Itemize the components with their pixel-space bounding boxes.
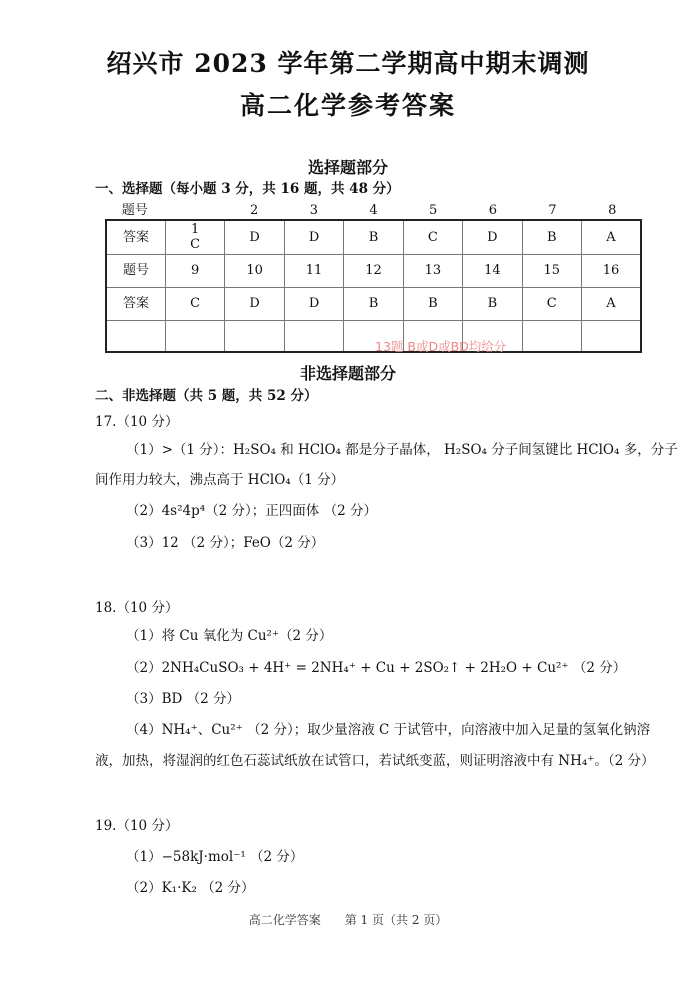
q-num: 10	[225, 254, 284, 287]
answer-cell: C	[165, 287, 224, 320]
section-choice-heading: 选择题部分	[307, 158, 388, 177]
answer-cell: D	[284, 287, 343, 320]
q-num: 5	[429, 203, 438, 218]
grading-note: 13题 B或D或BD均给分	[375, 339, 507, 354]
q-num: 8	[608, 203, 617, 218]
page-footer: 高二化学答案 第 1 页（共 2 页）	[248, 913, 448, 927]
answer-cell: B	[344, 287, 403, 320]
page-title: 绍兴市 2023 学年第二学期高中期末调测	[106, 49, 590, 78]
answer-cell: A	[582, 220, 642, 254]
q-label: 题号	[106, 254, 165, 287]
q-num: 6	[488, 203, 497, 218]
q19-answer-2: （2）K₁·K₂ （2 分）	[126, 880, 255, 896]
table-header-row	[105, 203, 642, 218]
page-subtitle: 高二化学参考答案	[239, 91, 456, 120]
table-row	[106, 320, 641, 352]
q17-answer-1-cont: 间作用力较大，沸点高于 HClO₄（1 分）	[95, 472, 345, 488]
a-label: 答案	[106, 287, 165, 320]
answer-cell: D	[463, 220, 522, 254]
answer-cell: B	[522, 220, 581, 254]
answer-cell: B	[344, 220, 403, 254]
q18-answer-1: （1）将 Cu 氧化为 Cu²⁺（2 分）	[126, 628, 333, 644]
a-label: 答案	[106, 220, 165, 254]
answer-cell: D	[225, 287, 284, 320]
answer-cell	[165, 220, 224, 254]
q17-answer-1: （1）>（1 分）：H₂SO₄ 和 HClO₄ 都是分子晶体， H₂SO₄ 分子间氢键比 HClO₄ 多，分子	[126, 442, 678, 458]
part1-heading: 一、选择题（每小题 3 分，共 16 题，共 48 分）	[95, 181, 400, 197]
q18-answer-2: （2）2NH₄CuSO₃ + 4H⁺ = 2NH₄⁺ + Cu + 2SO₂↑ + 2H₂O + Cu²⁺ （2 分）	[126, 660, 627, 676]
table-row	[106, 220, 641, 254]
q-num: 7	[548, 203, 557, 218]
table-row	[106, 287, 641, 320]
answer-cell: B	[463, 287, 522, 320]
q18-answer-4: （4）NH₄⁺、Cu²⁺ （2 分）；取少量溶液 C 于试管中，向溶液中加入足量的氢氧化钠溶	[126, 722, 651, 738]
q17-answer-3: （3）12 （2 分）；FeO（2 分）	[126, 535, 325, 551]
q19-heading: 19.（10 分）	[95, 818, 179, 834]
part2-heading: 二、非选择题（共 5 题，共 52 分）	[95, 388, 318, 404]
q-num: 11	[284, 254, 343, 287]
answer-cell: D	[284, 220, 343, 254]
q-num: 4	[369, 203, 378, 218]
q-num: 3	[309, 203, 318, 218]
q18-answer-3: （3）BD （2 分）	[126, 691, 241, 707]
q-num: 9	[165, 254, 224, 287]
q-num: 15	[522, 254, 581, 287]
answer-cell: A	[582, 287, 642, 320]
q-num: 1	[191, 222, 200, 238]
answer-table	[105, 219, 642, 353]
answer-cell: C	[403, 220, 462, 254]
q-num: 16	[582, 254, 642, 287]
answer: C	[190, 237, 201, 253]
q19-answer-1: （1）−58kJ·mol⁻¹ （2 分）	[126, 849, 304, 865]
q18-answer-4-cont: 液，加热，将湿润的红色石蕊试纸放在试管口，若试纸变蓝，则证明溶液中有 NH₄⁺。（2 分）	[95, 753, 655, 769]
q-num: 12	[344, 254, 403, 287]
q17-answer-2: （2）4s²4p⁴（2 分）；正四面体 （2 分）	[126, 503, 377, 519]
q-num: 13	[403, 254, 462, 287]
table-row	[106, 254, 641, 287]
q18-heading: 18.（10 分）	[95, 600, 179, 616]
q-num: 2	[250, 203, 259, 218]
section-nonchoice-heading: 非选择题部分	[299, 364, 396, 383]
q-label: 题号	[121, 203, 148, 218]
answer-cell: C	[522, 287, 581, 320]
q17-heading: 17.（10 分）	[95, 414, 179, 430]
q-num: 14	[463, 254, 522, 287]
answer-cell: D	[225, 220, 284, 254]
answer-cell: B	[403, 287, 462, 320]
